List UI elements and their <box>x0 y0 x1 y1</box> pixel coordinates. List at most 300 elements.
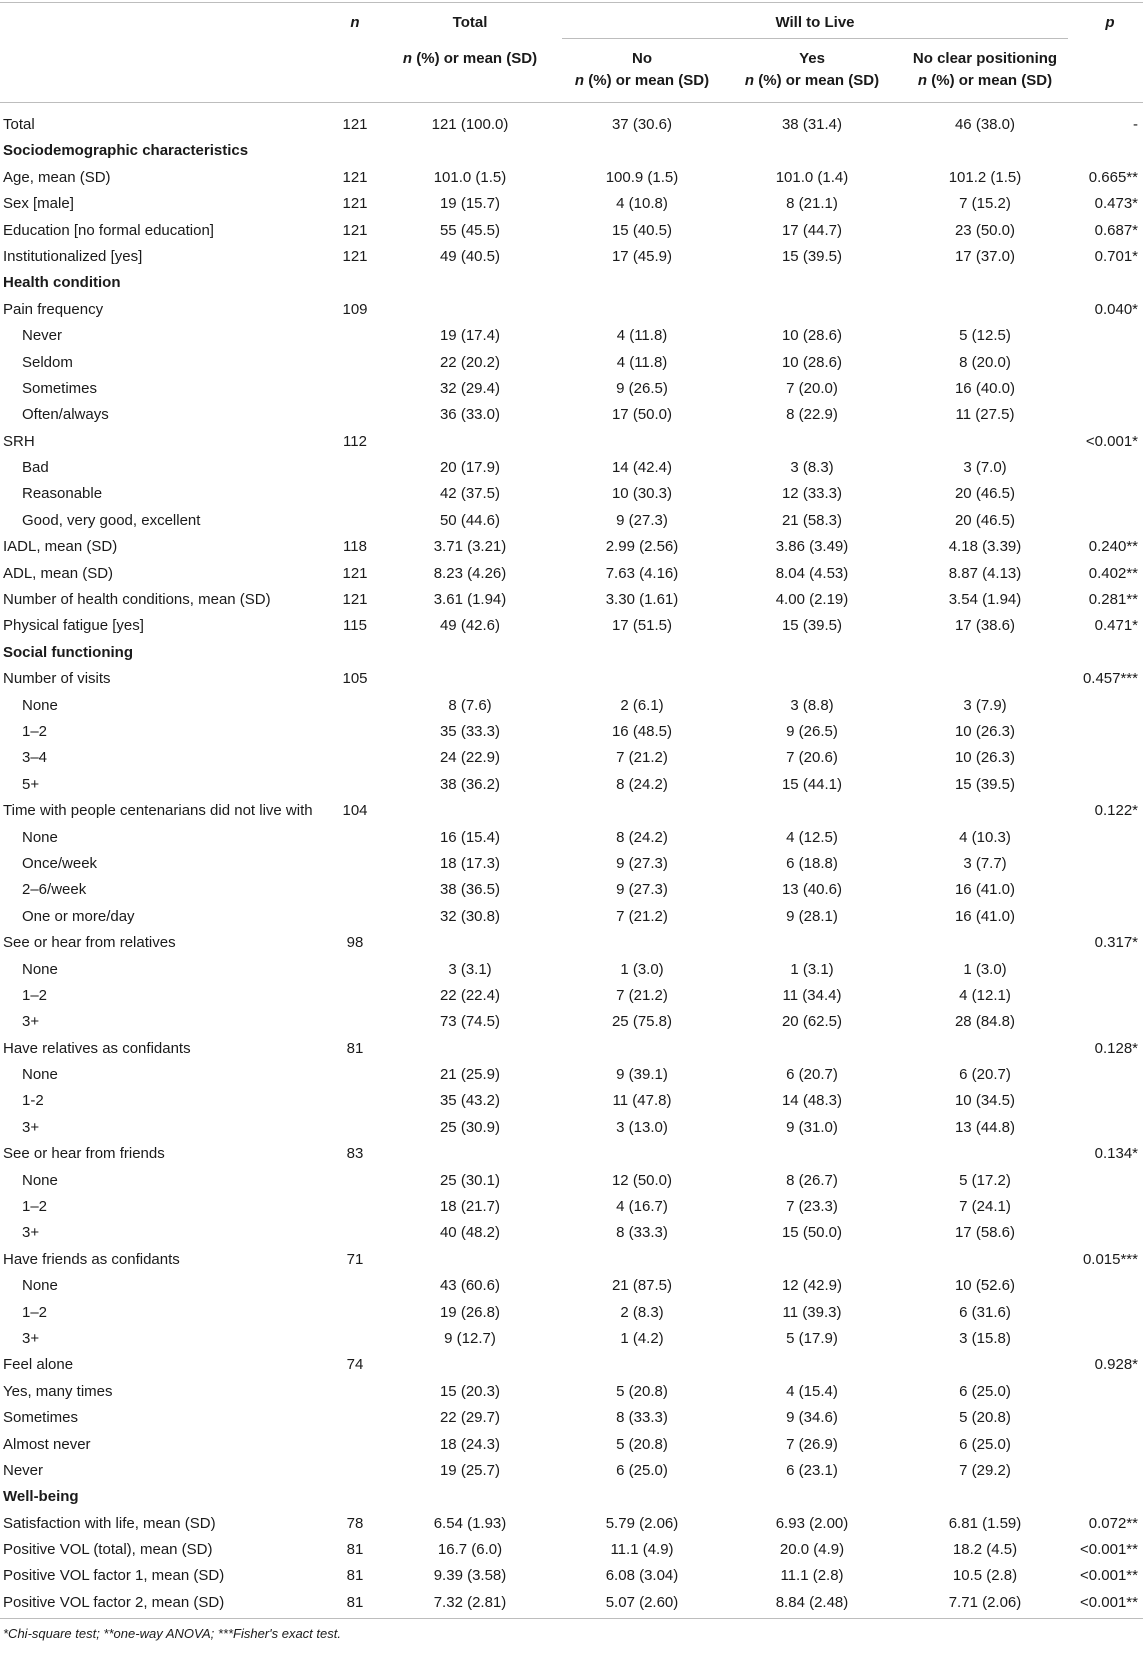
cell-no: 11 (47.8) <box>612 1092 672 1110</box>
row-label: 1-2 <box>22 1092 44 1110</box>
cell-total: 24 (22.9) <box>439 749 501 767</box>
table-row <box>0 561 1143 587</box>
cell-total: 18 (17.3) <box>439 854 501 872</box>
table-row <box>0 323 1143 349</box>
section-label: Well-being <box>3 1488 79 1506</box>
header-bottom-rule <box>0 102 1143 103</box>
cell-total: 22 (29.7) <box>439 1409 501 1427</box>
cell-no: 3 (13.0) <box>616 1118 668 1136</box>
table-row <box>0 455 1143 481</box>
cell-ncp: 3 (7.9) <box>963 696 1007 714</box>
cell-ncp: 28 (84.8) <box>954 1013 1016 1031</box>
cell-no: 9 (27.3) <box>616 881 668 899</box>
header-p: p <box>1105 14 1115 31</box>
cell-yes: 11 (34.4) <box>782 986 842 1004</box>
cell-yes: 7 (23.3) <box>786 1198 838 1216</box>
cell-yes: 15 (44.1) <box>781 775 843 793</box>
header-total-sub: n (%) or mean (SD) <box>402 50 538 67</box>
cell-total: 25 (30.1) <box>439 1171 501 1189</box>
cell-yes: 13 (40.6) <box>781 881 843 899</box>
row-label: Bad <box>22 459 49 477</box>
table-row <box>0 1300 1143 1326</box>
row-label: Number of health conditions, mean (SD) <box>3 591 271 609</box>
table-row <box>0 930 1143 956</box>
table-row <box>0 983 1143 1009</box>
cell-no: 7 (21.2) <box>616 907 668 925</box>
cell-total: 32 (30.8) <box>439 907 501 925</box>
table-row <box>0 693 1143 719</box>
row-label: Sometimes <box>22 379 98 397</box>
cell-total: 49 (42.6) <box>439 617 501 635</box>
cell-no: 17 (50.0) <box>611 406 673 424</box>
table-row <box>0 1590 1143 1616</box>
cell-ncp: 13 (44.8) <box>954 1118 1016 1136</box>
cell-no: 7 (21.2) <box>616 986 668 1004</box>
row-label: 3–4 <box>22 749 48 767</box>
cell-no: 5 (20.8) <box>616 1435 668 1453</box>
cell-yes: 9 (31.0) <box>786 1118 838 1136</box>
cell-total: 101.0 (1.5) <box>433 168 507 186</box>
cell-no: 2 (8.3) <box>620 1303 664 1321</box>
cell-no: 6.08 (3.04) <box>605 1567 679 1585</box>
cell-ncp: 5 (12.5) <box>959 327 1011 345</box>
cell-p: 0.317* <box>1094 934 1138 952</box>
header-yes: Yes n (%) or mean (SD) <box>744 50 880 89</box>
section-label: Sociodemographic characteristics <box>3 142 249 160</box>
row-label: None <box>22 828 58 846</box>
row-label: Sex [male] <box>3 195 74 213</box>
cell-p: <0.001** <box>1080 1541 1138 1559</box>
cell-no: 100.9 (1.5) <box>605 168 679 186</box>
row-label: 1–2 <box>22 722 48 740</box>
cell-yes: 15 (50.0) <box>781 1224 843 1242</box>
cell-total: 18 (24.3) <box>439 1435 501 1453</box>
row-label: Education [no formal education] <box>3 221 214 239</box>
cell-no: 2 (6.1) <box>620 696 664 714</box>
cell-yes: 9 (28.1) <box>786 907 838 925</box>
cell-yes: 3 (8.3) <box>790 459 834 477</box>
section-label: Social functioning <box>3 643 133 661</box>
table-footnote: *Chi-square test; **one-way ANOVA; ***Fisher's exact test. <box>3 1626 341 1641</box>
table-row <box>0 1405 1143 1431</box>
cell-total: 20 (17.9) <box>439 459 501 477</box>
cell-total: 50 (44.6) <box>439 511 501 529</box>
row-label: 1–2 <box>22 1303 48 1321</box>
cell-yes: 15 (39.5) <box>781 247 843 265</box>
cell-ncp: 7 (29.2) <box>959 1461 1011 1479</box>
cell-ncp: 23 (50.0) <box>954 221 1016 239</box>
cell-n: 118 <box>343 538 367 556</box>
table-row <box>0 745 1143 771</box>
cell-total: 35 (43.2) <box>439 1092 501 1110</box>
cell-n: 78 <box>346 1514 364 1532</box>
cell-total: 16.7 (6.0) <box>437 1541 503 1559</box>
cell-no: 12 (50.0) <box>611 1171 673 1189</box>
cell-ncp: 5 (20.8) <box>959 1409 1011 1427</box>
cell-yes: 21 (58.3) <box>781 511 843 529</box>
cell-ncp: 16 (40.0) <box>954 379 1016 397</box>
row-label: 1–2 <box>22 1198 48 1216</box>
row-label: See or hear from relatives <box>3 934 176 952</box>
cell-yes: 6 (20.7) <box>786 1066 838 1084</box>
header-n: n <box>350 14 360 31</box>
table-top-rule <box>0 2 1143 3</box>
cell-yes: 3.86 (3.49) <box>775 538 849 556</box>
cell-no: 21 (87.5) <box>611 1277 673 1295</box>
table-row <box>0 481 1143 507</box>
table-row <box>0 1379 1143 1405</box>
cell-p: <0.001** <box>1080 1567 1138 1585</box>
cell-no: 9 (26.5) <box>616 379 668 397</box>
cell-ncp: 5 (17.2) <box>959 1171 1011 1189</box>
cell-no: 7.63 (4.16) <box>605 564 679 582</box>
cell-n: 105 <box>342 670 368 688</box>
cell-ncp: 18.2 (4.5) <box>952 1541 1018 1559</box>
cell-yes: 101.0 (1.4) <box>775 168 849 186</box>
cell-p: 0.473* <box>1094 195 1138 213</box>
row-label: Seldom <box>22 353 73 371</box>
cell-yes: 4.00 (2.19) <box>775 591 849 609</box>
cell-p: 0.122* <box>1094 802 1138 820</box>
row-label: Often/always <box>22 406 109 424</box>
cell-n: 83 <box>346 1145 364 1163</box>
table-row <box>0 191 1143 217</box>
cell-ncp: 7.71 (2.06) <box>948 1593 1022 1611</box>
cell-total: 19 (17.4) <box>439 327 501 345</box>
cell-p: 0.240** <box>1088 538 1138 556</box>
cell-total: 42 (37.5) <box>439 485 501 503</box>
cell-yes: 12 (33.3) <box>781 485 843 503</box>
cell-no: 8 (24.2) <box>616 775 668 793</box>
cell-ncp: 6 (25.0) <box>959 1435 1011 1453</box>
row-label: Feel alone <box>3 1356 74 1374</box>
cell-ncp: 10.5 (2.8) <box>952 1567 1018 1585</box>
cell-ncp: 10 (26.3) <box>954 749 1016 767</box>
row-label: 2–6/week <box>22 881 87 899</box>
cell-ncp: 6.81 (1.59) <box>948 1514 1022 1532</box>
section-header-row <box>0 640 1143 666</box>
table-row <box>0 165 1143 191</box>
row-label: Satisfaction with life, mean (SD) <box>3 1514 216 1532</box>
cell-n: 121 <box>342 168 368 186</box>
cell-total: 49 (40.5) <box>439 247 501 265</box>
cell-total: 22 (20.2) <box>439 353 501 371</box>
cell-p: <0.001* <box>1085 432 1138 450</box>
table-row <box>0 218 1143 244</box>
cell-p: 0.040* <box>1094 300 1138 318</box>
table-row <box>0 402 1143 428</box>
cell-total: 38 (36.2) <box>439 775 501 793</box>
table-row <box>0 376 1143 402</box>
cell-no: 11.1 (4.9) <box>610 1541 674 1559</box>
cell-ncp: 10 (26.3) <box>954 722 1016 740</box>
cell-ncp: 3.54 (1.94) <box>948 591 1022 609</box>
cell-no: 6 (25.0) <box>616 1461 668 1479</box>
cell-p: 0.281** <box>1088 591 1138 609</box>
cell-ncp: 4.18 (3.39) <box>948 538 1022 556</box>
cell-yes: 9 (26.5) <box>786 722 838 740</box>
cell-ncp: 46 (38.0) <box>954 116 1016 133</box>
cell-total: 40 (48.2) <box>439 1224 501 1242</box>
cell-yes: 10 (28.6) <box>781 353 843 371</box>
table-row <box>0 1273 1143 1299</box>
row-label: 1–2 <box>22 986 48 1004</box>
cell-total: 9.39 (3.58) <box>433 1567 507 1585</box>
cell-ncp: 20 (46.5) <box>954 485 1016 503</box>
header-no-clear-positioning: No clear positioning n (%) or mean (SD) <box>912 50 1058 89</box>
cell-ncp: 7 (15.2) <box>959 195 1011 213</box>
cell-n: 112 <box>343 432 367 450</box>
cell-ncp: 3 (7.7) <box>963 854 1007 872</box>
cell-no: 4 (11.8) <box>616 353 668 371</box>
cell-ncp: 1 (3.0) <box>963 960 1007 978</box>
row-label: Reasonable <box>22 485 103 503</box>
cell-yes: 11 (39.3) <box>782 1303 842 1321</box>
cell-yes: 20 (62.5) <box>781 1013 843 1031</box>
row-label: None <box>22 696 58 714</box>
row-label: None <box>22 1171 58 1189</box>
cell-no: 4 (10.8) <box>616 195 668 213</box>
row-label: Have friends as confidants <box>3 1250 180 1268</box>
will-to-live-rule <box>562 38 1068 39</box>
cell-no: 8 (33.3) <box>616 1224 668 1242</box>
row-label: SRH <box>3 432 35 450</box>
row-label: Once/week <box>22 854 98 872</box>
table-row <box>0 772 1143 798</box>
cell-total: 22 (22.4) <box>439 986 501 1004</box>
table-row <box>0 1009 1143 1035</box>
cell-p: 0.471* <box>1094 617 1138 635</box>
table-row <box>0 350 1143 376</box>
cell-no: 25 (75.8) <box>611 1013 673 1031</box>
cell-ncp: 6 (25.0) <box>959 1382 1011 1400</box>
cell-n: 121 <box>342 564 368 582</box>
section-label: Health condition <box>3 274 121 292</box>
cell-ncp: 6 (31.6) <box>959 1303 1011 1321</box>
row-label: Number of visits <box>3 670 111 688</box>
cell-yes: 14 (48.3) <box>781 1092 843 1110</box>
row-label: Good, very good, excellent <box>22 511 201 529</box>
cell-ncp: 16 (41.0) <box>954 881 1016 899</box>
cell-total: 55 (45.5) <box>439 221 501 239</box>
row-label: IADL, mean (SD) <box>3 538 118 556</box>
cell-no: 14 (42.4) <box>611 459 673 477</box>
cell-total: 18 (21.7) <box>439 1198 501 1216</box>
row-label: Positive VOL (total), mean (SD) <box>3 1541 213 1559</box>
cell-total: 25 (30.9) <box>439 1118 501 1136</box>
cell-p: 0.072** <box>1088 1514 1138 1532</box>
row-label: Positive VOL factor 2, mean (SD) <box>3 1593 225 1611</box>
cell-ncp: 8 (20.0) <box>959 353 1011 371</box>
cell-n: 81 <box>346 1039 364 1057</box>
cell-no: 16 (48.5) <box>611 722 673 740</box>
cell-yes: 8 (22.9) <box>786 406 838 424</box>
table-row <box>0 1352 1143 1378</box>
cell-n: 115 <box>343 617 367 635</box>
table-row <box>0 1220 1143 1246</box>
cell-yes: 15 (39.5) <box>781 617 843 635</box>
cell-no: 10 (30.3) <box>611 485 673 503</box>
cell-n: 121 <box>342 116 368 133</box>
cell-yes: 5 (17.9) <box>786 1329 838 1347</box>
table-row <box>0 1537 1143 1563</box>
table-row <box>0 112 1143 138</box>
table-row <box>0 877 1143 903</box>
cell-no: 1 (3.0) <box>620 960 664 978</box>
cell-total: 43 (60.6) <box>439 1277 501 1295</box>
table-row <box>0 1088 1143 1114</box>
cell-yes: 7 (20.6) <box>786 749 838 767</box>
cell-p: 0.402** <box>1088 564 1138 582</box>
row-label: Sometimes <box>3 1409 79 1427</box>
cell-yes: 9 (34.6) <box>786 1409 838 1427</box>
cell-ncp: 8.87 (4.13) <box>948 564 1022 582</box>
cell-ncp: 101.2 (1.5) <box>948 168 1022 186</box>
cell-yes: 12 (42.9) <box>781 1277 843 1295</box>
cell-n: 121 <box>342 195 368 213</box>
cell-p: 0.015*** <box>1082 1250 1138 1268</box>
cell-total: 3.71 (3.21) <box>433 538 507 556</box>
table-row <box>0 1326 1143 1352</box>
cell-yes: 17 (44.7) <box>781 221 843 239</box>
row-label: Have relatives as confidants <box>3 1039 191 1057</box>
section-header-row <box>0 1484 1143 1510</box>
table-body <box>0 112 1143 1616</box>
cell-total: 19 (25.7) <box>439 1461 501 1479</box>
cell-no: 4 (16.7) <box>616 1198 668 1216</box>
table-row <box>0 1168 1143 1194</box>
row-label: 5+ <box>22 775 40 793</box>
header-total: Total <box>452 14 488 31</box>
cell-n: 121 <box>342 221 368 239</box>
cell-total: 8 (7.6) <box>448 696 492 714</box>
row-label: None <box>22 1066 58 1084</box>
cell-p: <0.001** <box>1080 1593 1138 1611</box>
table-row <box>0 613 1143 639</box>
cell-p: 0.701* <box>1094 247 1138 265</box>
cell-yes: 7 (20.0) <box>786 379 838 397</box>
cell-yes: 7 (26.9) <box>786 1435 838 1453</box>
cell-no: 4 (11.8) <box>616 327 668 345</box>
cell-yes: 11.1 (2.8) <box>780 1567 844 1585</box>
cell-total: 8.23 (4.26) <box>433 564 507 582</box>
row-label: None <box>22 1277 58 1295</box>
row-label: Positive VOL factor 1, mean (SD) <box>3 1567 225 1585</box>
cell-ncp: 4 (10.3) <box>959 828 1011 846</box>
cell-no: 17 (45.9) <box>611 247 673 265</box>
row-label: 3+ <box>22 1329 40 1347</box>
cell-yes: 8.04 (4.53) <box>775 564 849 582</box>
cell-no: 17 (51.5) <box>611 617 673 635</box>
cell-total: 121 (100.0) <box>431 116 509 133</box>
table-row <box>0 1458 1143 1484</box>
cell-ncp: 3 (15.8) <box>959 1329 1011 1347</box>
cell-yes: 1 (3.1) <box>790 960 834 978</box>
cell-p: 0.457*** <box>1082 670 1138 688</box>
cell-p: 0.128* <box>1094 1039 1138 1057</box>
table-row <box>0 429 1143 455</box>
cell-total: 32 (29.4) <box>439 379 501 397</box>
cell-ncp: 10 (52.6) <box>954 1277 1016 1295</box>
table-row <box>0 1563 1143 1589</box>
table-row <box>0 1141 1143 1167</box>
cell-p: 0.134* <box>1094 1145 1138 1163</box>
table-row <box>0 587 1143 613</box>
cell-n: 71 <box>346 1250 364 1268</box>
cell-n: 81 <box>346 1567 364 1585</box>
row-label: Institutionalized [yes] <box>3 247 143 265</box>
cell-ncp: 20 (46.5) <box>954 511 1016 529</box>
table-row <box>0 1511 1143 1537</box>
section-header-row <box>0 138 1143 164</box>
cell-ncp: 17 (58.6) <box>954 1224 1016 1242</box>
cell-no: 37 (30.6) <box>611 116 673 133</box>
table-row <box>0 904 1143 930</box>
table-row <box>0 957 1143 983</box>
table-row <box>0 1194 1143 1220</box>
cell-total: 3.61 (1.94) <box>433 591 507 609</box>
cell-n: 121 <box>342 591 368 609</box>
cell-ncp: 17 (37.0) <box>954 247 1016 265</box>
row-label: Yes, many times <box>3 1382 113 1400</box>
row-label: 3+ <box>22 1118 40 1136</box>
row-label: Never <box>3 1461 44 1479</box>
cell-no: 1 (4.2) <box>620 1329 664 1347</box>
cell-total: 38 (36.5) <box>439 881 501 899</box>
table-row <box>0 1036 1143 1062</box>
cell-n: 81 <box>346 1593 364 1611</box>
table-row <box>0 508 1143 534</box>
header-will-to-live: Will to Live <box>775 14 855 31</box>
table-row <box>0 1115 1143 1141</box>
table-row <box>0 1432 1143 1458</box>
row-label: Pain frequency <box>3 300 104 318</box>
cell-yes: 20.0 (4.9) <box>779 1541 845 1559</box>
row-label: See or hear from friends <box>3 1145 165 1163</box>
cell-yes: 8 (21.1) <box>786 195 838 213</box>
row-label: 3+ <box>22 1013 40 1031</box>
cell-p: - <box>1133 116 1138 133</box>
row-label: None <box>22 960 58 978</box>
cell-n: 98 <box>346 934 364 952</box>
table-row <box>0 851 1143 877</box>
row-label: ADL, mean (SD) <box>3 564 114 582</box>
cell-yes: 6 (23.1) <box>786 1461 838 1479</box>
cell-total: 16 (15.4) <box>439 828 501 846</box>
cell-n: 121 <box>342 247 368 265</box>
table-row <box>0 297 1143 323</box>
table-row <box>0 719 1143 745</box>
cell-total: 3 (3.1) <box>448 960 492 978</box>
cell-ncp: 7 (24.1) <box>959 1198 1011 1216</box>
cell-no: 9 (39.1) <box>616 1066 668 1084</box>
cell-no: 15 (40.5) <box>611 221 673 239</box>
cell-no: 9 (27.3) <box>616 854 668 872</box>
cell-n: 74 <box>346 1356 364 1374</box>
row-label: Age, mean (SD) <box>3 168 111 186</box>
cell-yes: 8.84 (2.48) <box>775 1593 849 1611</box>
cell-p: 0.687* <box>1094 221 1138 239</box>
table-row <box>0 798 1143 824</box>
cell-p: 0.928* <box>1094 1356 1138 1374</box>
row-label: One or more/day <box>22 907 135 925</box>
cell-no: 5.79 (2.06) <box>605 1514 679 1532</box>
cell-ncp: 15 (39.5) <box>954 775 1016 793</box>
cell-ncp: 3 (7.0) <box>963 459 1007 477</box>
cell-yes: 38 (31.4) <box>781 116 843 133</box>
table-row <box>0 825 1143 851</box>
cell-yes: 6.93 (2.00) <box>775 1514 849 1532</box>
